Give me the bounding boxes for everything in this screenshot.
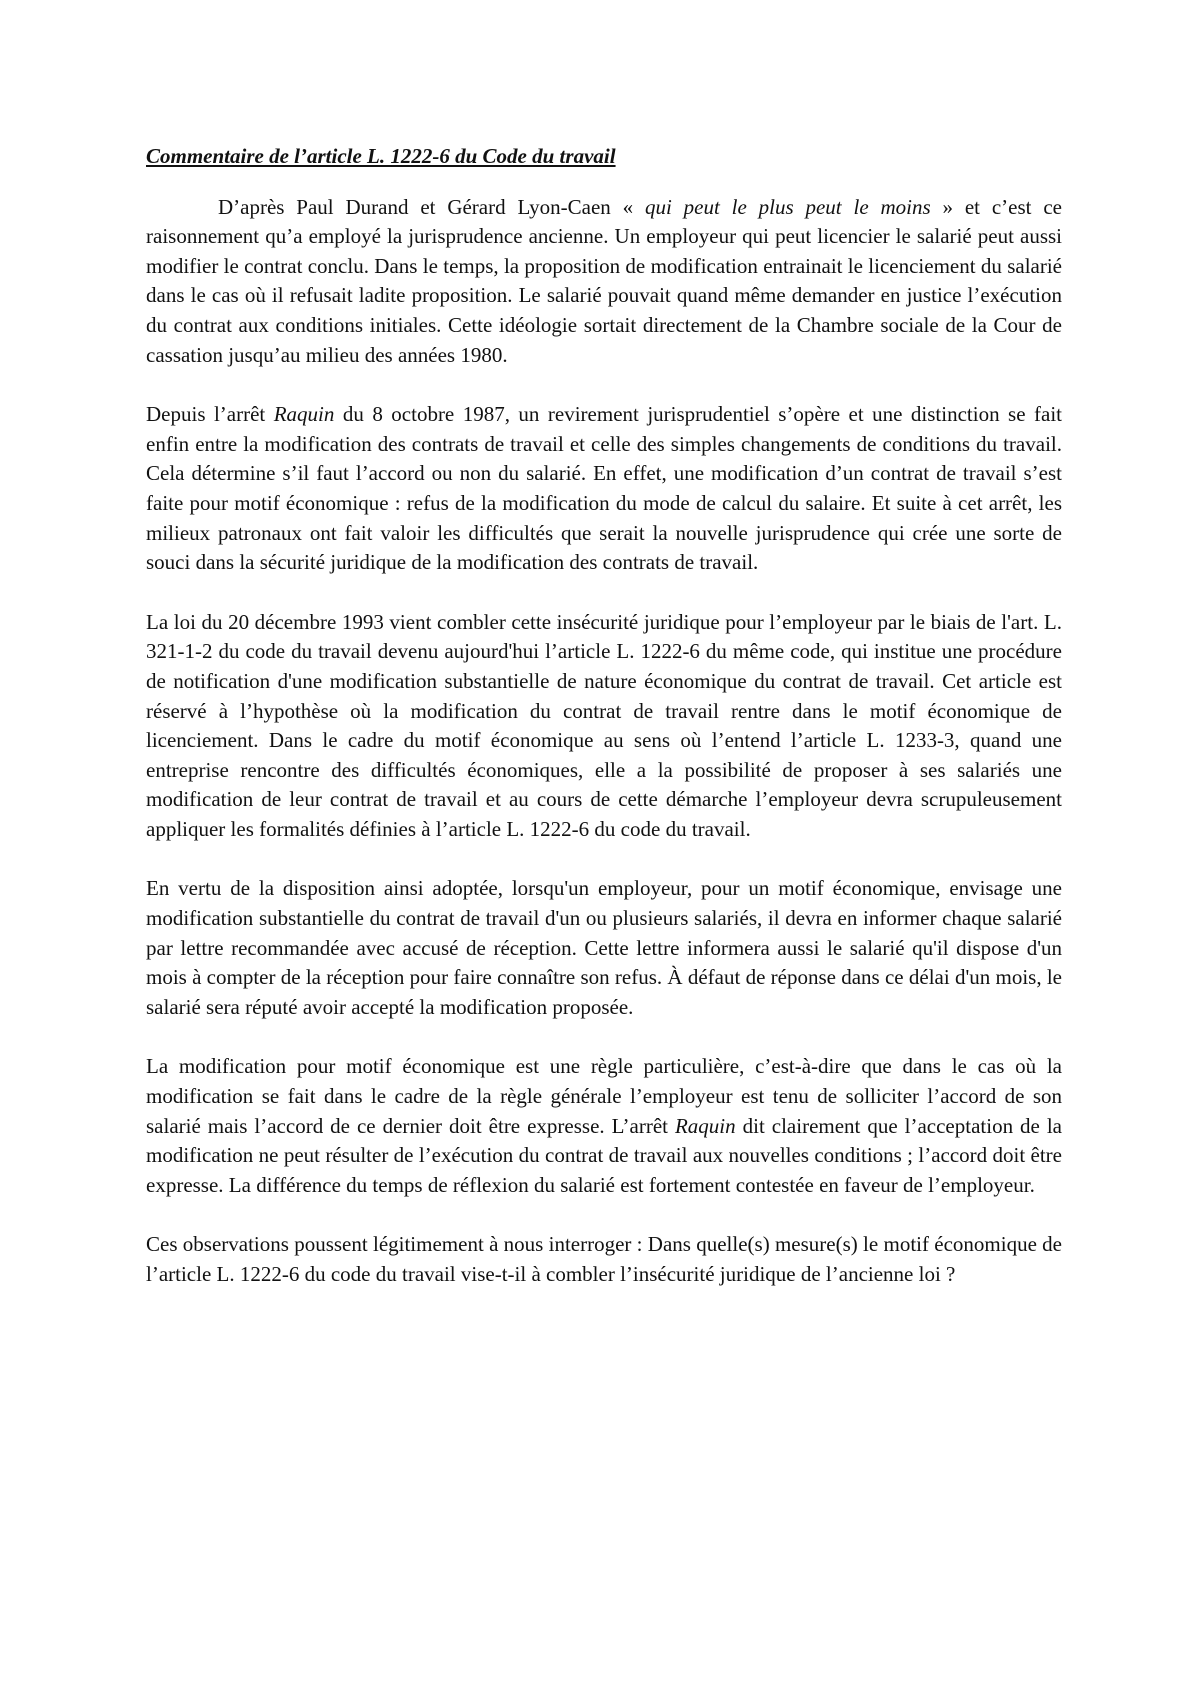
paragraph-rule-text-a: La modification pour motif économique est une règle particulière, c’est-à-dire que dans le cas où la modification se fait dans le cadre de la règle générale l’employeur est tenu de solliciter l’accord de son salarié mais l’accord de ce dernier doit être expresse. L’arrêt [146,1054,1062,1138]
paragraph-intro-text-b: » et c’est ce raisonnement qu’a employé la jurisprudence ancienne. Un employeur qui peut licencier le salarié peut aussi modifier le contrat conclu. Dans le temps, la proposition de modification entrainait le licenciement du salarié dans le cas où il refusait ladite proposition. Le salarié pouvait quand même demander en justice l’exécution du contrat aux conditions initiales. Cette idéologie sortait directement de la Chambre sociale de la Cour de cassation jusqu’au milieu des années 1980. [146,194,1062,367]
paragraph-raquin-text-a: Depuis l’arrêt [146,402,274,427]
document-title: Commentaire de l’article L. 1222-6 du Code du travail [146,144,616,168]
paragraph-intro [146,193,1062,371]
case-name: Raquin [273,402,335,427]
paragraph-intro-text-a: D’après Paul Durand et Gérard Lyon-Caen « [218,194,645,219]
case-name: Raquin [674,1113,736,1138]
paragraph-law-1993: La loi du 20 décembre 1993 vient combler cette insécurité juridique pour l’employeur par le biais de l'art. L. 321-1-2 du code du travail devenu aujourd'hui l’article L. 1222-6 du même code, qui institue une procédure de notification d'une modification substantielle de nature économique du contrat de travail. Cet article est réservé à l’hypothèse où la modification du contrat de travail rentre dans le motif économique de licenciement. Dans le cadre du motif économique au sens où l’entend l’article L. 1233-3, quand une entreprise rencontre des difficultés économiques, elle a la possibilité de proposer à ses salariés une modification de leur contrat de travail et au cours de cette démarche l’employeur devra scrupuleusement appliquer les formalités définies à l’article L. 1222-6 du code du travail. [146,609,1062,841]
paragraph-raquin-text-b: du 8 octobre 1987, un revirement jurisprudentiel s’opère et une distinction se fait enfin entre la modification des contrats de travail et celle des simples changements de conditions du travail. Cela détermine s’il faut l’accord ou non du salarié. En effet, une modification d’un contrat de travail s’est faite pour motif économique : refus de la modification du mode de calcul du salaire. Et suite à cet arrêt, les milieux patronaux ont fait valoir les difficultés que serait la nouvelle jurisprudence qui crée une sorte de souci dans la sécurité juridique de la modification des contrats de travail. [146,402,1062,575]
paragraph-raquin [146,400,1062,578]
paragraph-rule [146,1052,1062,1200]
document-body [146,142,1062,1290]
paragraph-disposition: En vertu de la disposition ainsi adoptée, lorsqu'un employeur, pour un motif économique, envisage une modification substantielle du contrat de travail d'un ou plusieurs salariés, il devra en informer chaque salarié par lettre recommandée avec accusé de réception. Cette lettre informera aussi le salarié qu'il dispose d'un mois à compter de la réception pour faire connaître son refus. À défaut de réponse dans ce délai d'un mois, le salarié sera réputé avoir accepté la modification proposée. [146,876,1062,1019]
paragraph-rule-text-b: dit clairement que l’acceptation de la modification ne peut résulter de l’exécution du contrat de travail aux nouvelles conditions ; l’accord doit être expresse. La différence du temps de réflexion du salarié est fortement contestée en faveur de l’employeur. [146,1113,1063,1197]
quote-text: qui peut le plus peut le moins [644,194,931,219]
paragraph-problematique: Ces observations poussent légitimement à nous interroger : Dans quelle(s) mesure(s) le motif économique de l’article L. 1222-6 du code du travail vise-t-il à combler l’insécurité juridique de l’ancienne loi ? [146,1232,1062,1286]
